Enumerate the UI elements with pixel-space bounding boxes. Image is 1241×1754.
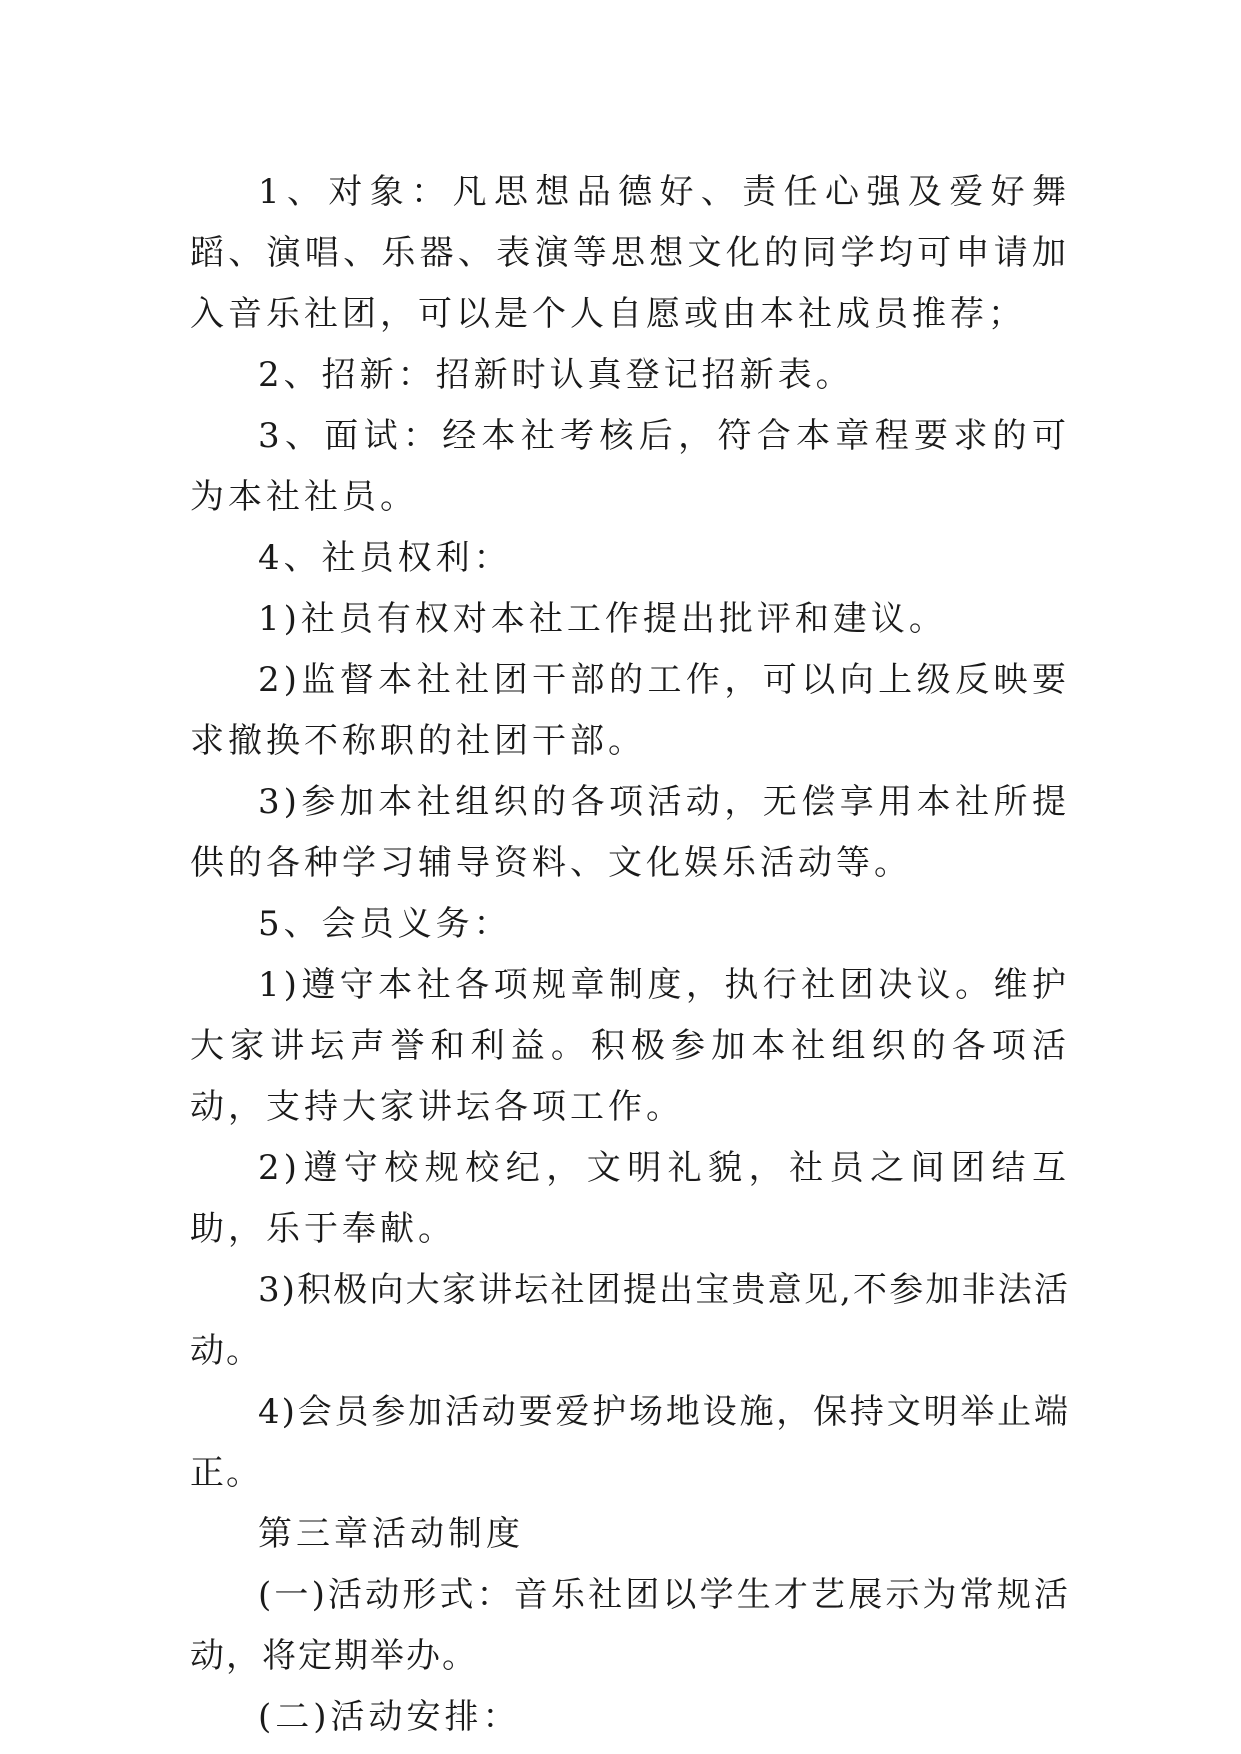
paragraph-activity-arrangement: (二)活动安排： — [258, 1697, 521, 1737]
paragraph-duty-3: 3)积极向大家讲坛社团提出宝贵意见,不参加非法活动。 — [190, 1270, 1070, 1371]
paragraph-activity-form: (一)活动形式：音乐社团以学生才艺展示为常规活动，将定期举办。 — [190, 1575, 1070, 1676]
paragraph-right-1: 1)社员有权对本社工作提出批评和建议。 — [258, 599, 947, 639]
paragraph-member-duties-heading: 5、会员义务： — [258, 904, 512, 944]
paragraph-duty-4: 4)会员参加活动要爱护场地设施，保持文明举止端正。 — [190, 1392, 1070, 1493]
paragraph-recruitment: 2、招新：招新时认真登记招新表。 — [258, 355, 854, 395]
paragraph-right-3: 3)参加本社组织的各项活动，无偿享用本社所提供的各种学习辅导资料、文化娱乐活动等。 — [190, 782, 1070, 883]
chapter-three-heading: 第三章活动制度 — [258, 1514, 524, 1554]
paragraph-eligibility: 1、对象：凡思想品德好、责任心强及爱好舞蹈、演唱、乐器、表演等思想文化的同学均可申请加入音乐社团，可以是个人自愿或由本社成员推荐； — [190, 172, 1070, 334]
paragraph-interview: 3、面试：经本社考核后，符合本章程要求的可为本社社员。 — [190, 416, 1070, 517]
paragraph-duty-1: 1)遵守本社各项规章制度，执行社团决议。维护大家讲坛声誉和利益。积极参加本社组织的各项活动，支持大家讲坛各项工作。 — [190, 965, 1070, 1127]
document-body — [190, 162, 1070, 1748]
paragraph-duty-2: 2)遵守校规校纪，文明礼貌，社员之间团结互助，乐于奉献。 — [190, 1148, 1070, 1249]
paragraph-member-rights-heading: 4、社员权利： — [258, 538, 512, 578]
paragraph-right-2: 2)监督本社社团干部的工作，可以向上级反映要求撤换不称职的社团干部。 — [190, 660, 1070, 761]
